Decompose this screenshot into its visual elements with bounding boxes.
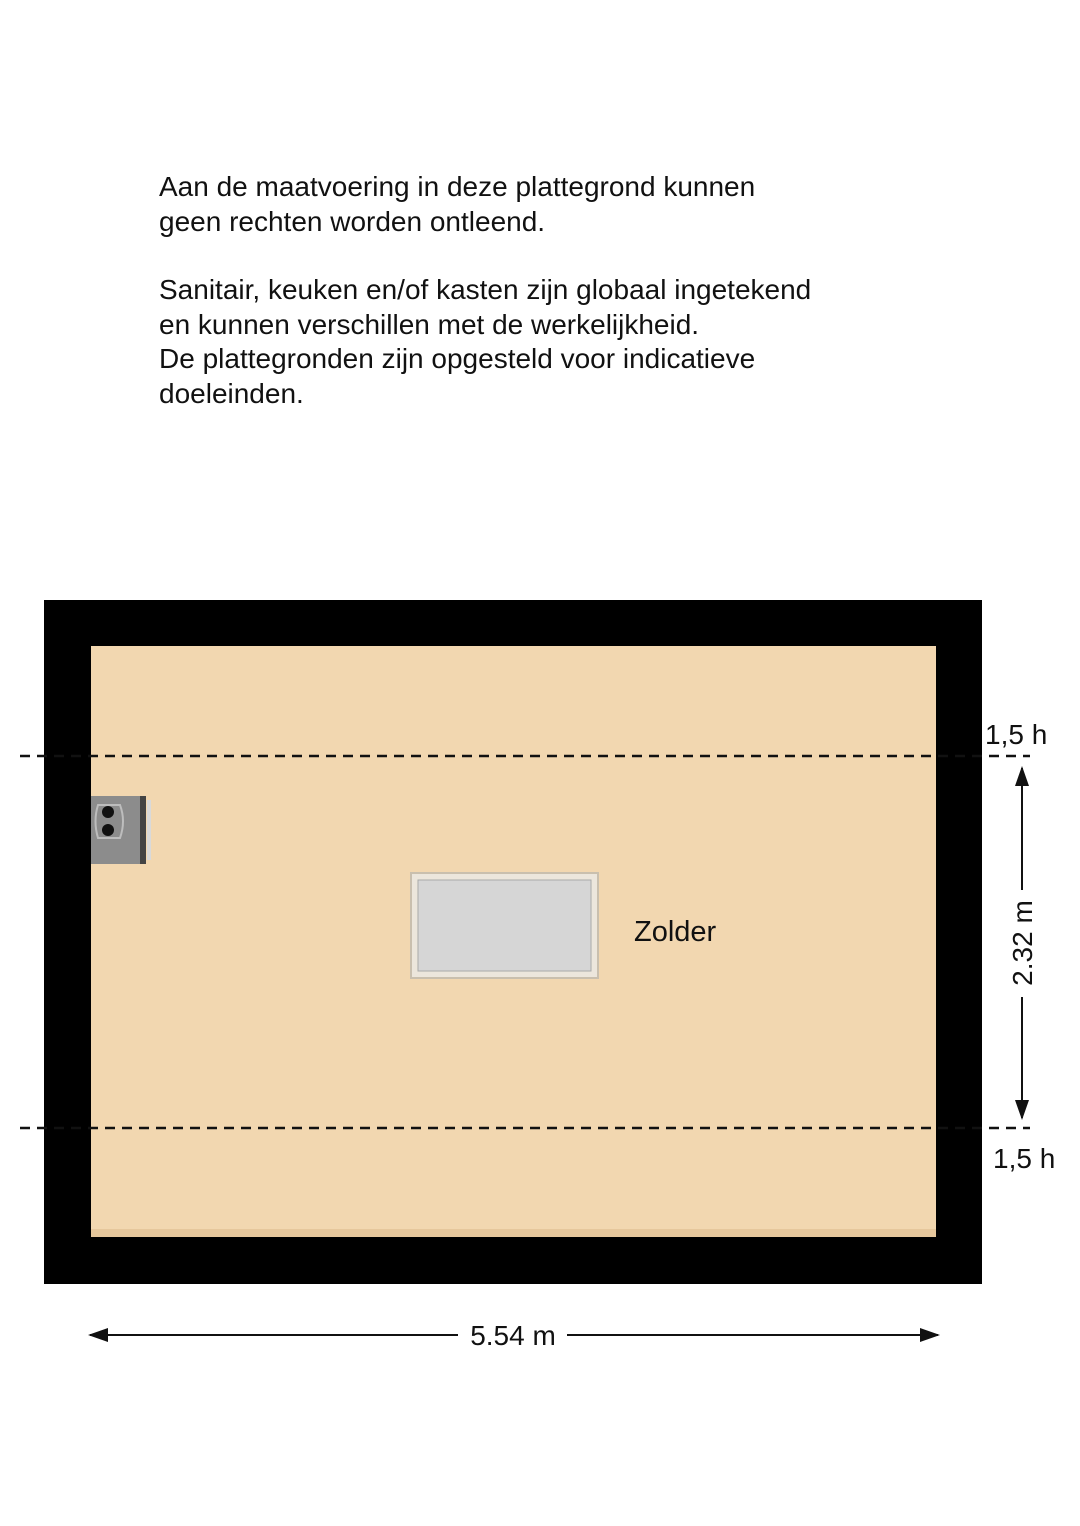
height-label-top: 1,5 h	[985, 719, 1048, 750]
disclaimer-line: doeleinden.	[159, 377, 304, 409]
depth-dimension-label: 2.32 m	[1007, 900, 1038, 986]
floor-shadow	[91, 1229, 936, 1237]
disclaimer-line: Aan de maatvoering in deze plattegrond kunnen	[159, 171, 756, 202]
roof-hatch-icon	[411, 873, 598, 978]
disclaimer-line: De plattegronden zijn opgesteld voor indicatieve	[159, 343, 756, 374]
width-dimension-label: 5.54 m	[470, 1320, 556, 1351]
disclaimer-line: en kunnen verschillen met de werkelijkheid.	[159, 308, 700, 340]
room-name-label: Zolder	[634, 916, 717, 948]
chimney-icon	[91, 796, 151, 864]
disclaimer-line: Sanitair, keuken en/of kasten zijn globaal ingetekend	[159, 274, 812, 305]
disclaimer-line: geen rechten worden ontleend.	[159, 205, 546, 237]
height-label-bottom: 1,5 h	[993, 1143, 1056, 1174]
